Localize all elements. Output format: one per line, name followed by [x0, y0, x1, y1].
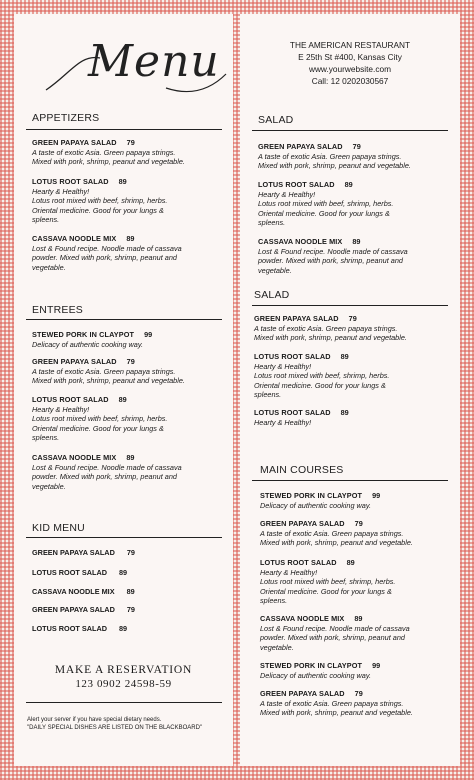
kid-menu-item	[32, 568, 127, 577]
item-description: Lost & Found recipe. Noodle made of cassava	[258, 246, 408, 256]
item-description: vegetable.	[32, 262, 66, 272]
item-price: 89	[346, 558, 355, 567]
section-divider	[252, 305, 448, 306]
menu-item	[32, 138, 185, 167]
item-description: A taste of exotic Asia. Green papaya strings.	[32, 366, 176, 376]
item-description: A taste of exotic Asia. Green papaya strings.	[260, 528, 404, 538]
item-description: Oriental medicine. Good for your lungs &	[32, 205, 164, 215]
item-name: GREEN PAPAYA SALAD	[254, 314, 339, 323]
menu-item	[32, 357, 185, 386]
item-price: 89	[354, 614, 363, 623]
item-description: powder. Mixed with pork, shrimp, peanut and	[32, 253, 177, 263]
section-divider	[26, 537, 222, 538]
item-name: CASSAVA NOODLE MIX	[32, 234, 117, 243]
section-divider	[252, 130, 448, 131]
item-description: Mixed with pork, shrimp, peanut and vegetable.	[254, 333, 407, 343]
section-divider	[26, 129, 222, 130]
item-name: STEWED PORK IN CLAYPOT	[32, 330, 135, 339]
menu-item	[260, 689, 413, 718]
item-price: 99	[144, 330, 153, 339]
restaurant-website: www.yourwebsite.com	[308, 64, 392, 74]
restaurant-address: E 25th St #400, Kansas City	[298, 52, 402, 62]
restaurant-name: THE AMERICAN RESTAURANT	[289, 40, 411, 50]
menu-item	[254, 352, 389, 400]
menu-item	[258, 180, 393, 228]
item-name: CASSAVA NOODLE MIX	[260, 614, 345, 623]
item-description: A taste of exotic Asia. Green papaya strings.	[258, 151, 402, 161]
item-description: Lost & Found recipe. Noodle made of cassava	[32, 462, 182, 472]
item-description: Mixed with pork, shrimp, peanut and vegetable.	[32, 157, 185, 167]
item-description: spleens.	[260, 596, 288, 606]
item-description: Oriental medicine. Good for your lungs &	[254, 380, 386, 390]
item-description: powder. Mixed with pork, shrimp, peanut and	[258, 256, 403, 266]
kid-menu-item	[32, 587, 135, 596]
item-price: 79	[126, 357, 135, 366]
item-description: Oriental medicine. Good for your lungs &	[258, 208, 390, 218]
menu-item	[258, 142, 411, 171]
item-name: LOTUS ROOT SALAD	[254, 408, 331, 417]
item-description: A taste of exotic Asia. Green papaya strings.	[32, 147, 176, 157]
item-description: Hearty & Healthy!	[254, 361, 312, 371]
section-divider	[26, 702, 222, 703]
section-title-salad: SALAD	[258, 114, 294, 126]
menu-item	[254, 314, 407, 343]
menu-item	[260, 519, 413, 548]
section-title-main-courses: MAIN COURSES	[260, 464, 344, 476]
item-price: 89	[126, 234, 135, 243]
item-price: 99	[372, 491, 381, 500]
item-name: LOTUS ROOT SALAD	[32, 568, 107, 577]
item-name: GREEN PAPAYA SALAD	[32, 357, 117, 366]
item-description: A taste of exotic Asia. Green papaya strings.	[254, 323, 398, 333]
menu-item	[32, 234, 182, 272]
item-description: Mixed with pork, shrimp, peanut and vegetable.	[32, 376, 185, 386]
item-description: Lotus root mixed with beef, shrimp, herbs.	[32, 196, 168, 206]
reservation-title: MAKE A RESERVATION	[54, 664, 193, 676]
item-description: spleens.	[32, 433, 60, 443]
item-price: 89	[119, 624, 128, 633]
item-price: 89	[352, 237, 361, 246]
item-description: Mixed with pork, shrimp, peanut and vegetable.	[260, 708, 413, 718]
menu-item	[254, 408, 349, 427]
item-price: 89	[118, 177, 127, 186]
item-description: Lotus root mixed with beef, shrimp, herbs.	[258, 199, 394, 209]
item-description: Hearty & Healthy!	[32, 186, 90, 196]
menu-item	[260, 491, 380, 510]
item-price: 79	[354, 519, 363, 528]
menu-item	[258, 237, 408, 275]
item-price: 89	[340, 352, 349, 361]
kid-menu-item	[32, 605, 135, 614]
item-name: CASSAVA NOODLE MIX	[32, 453, 117, 462]
item-name: LOTUS ROOT SALAD	[254, 352, 331, 361]
item-description: Delicacy of authentic cooking way.	[260, 500, 371, 510]
item-description: vegetable.	[32, 481, 66, 491]
item-name: CASSAVA NOODLE MIX	[32, 587, 115, 596]
item-price: 79	[348, 314, 357, 323]
item-name: GREEN PAPAYA SALAD	[32, 548, 115, 557]
item-price: 89	[126, 453, 135, 462]
item-name: LOTUS ROOT SALAD	[32, 177, 109, 186]
item-description: powder. Mixed with pork, shrimp, peanut and	[32, 472, 177, 482]
restaurant-phone: Call: 12 0202030567	[311, 76, 389, 86]
item-price: 89	[344, 180, 353, 189]
item-price: 89	[119, 568, 128, 577]
item-description: spleens.	[32, 215, 60, 225]
item-description: Lost & Found recipe. Noodle made of cassava	[260, 623, 410, 633]
item-price: 79	[354, 689, 363, 698]
item-description: A taste of exotic Asia. Green papaya strings.	[260, 698, 404, 708]
item-name: STEWED PORK IN CLAYPOT	[260, 661, 363, 670]
menu-item	[260, 661, 380, 680]
item-name: GREEN PAPAYA SALAD	[260, 689, 345, 698]
item-price: 89	[340, 408, 349, 417]
section-title-entrees: ENTREES	[32, 304, 83, 316]
right-panel	[240, 14, 460, 766]
item-description: powder. Mixed with pork, shrimp, peanut and	[260, 633, 405, 643]
item-description: Oriental medicine. Good for your lungs &	[32, 423, 164, 433]
section-divider	[252, 480, 448, 481]
menu-item	[32, 330, 152, 349]
item-description: Lotus root mixed with beef, shrimp, herbs.	[260, 577, 396, 587]
section-divider	[26, 319, 222, 320]
item-description: vegetable.	[260, 642, 294, 652]
item-name: LOTUS ROOT SALAD	[32, 624, 107, 633]
item-name: LOTUS ROOT SALAD	[258, 180, 335, 189]
section-title-appetizers: APPETIZERS	[32, 112, 100, 124]
item-price: 79	[126, 605, 135, 614]
menu-item	[32, 395, 167, 443]
item-price: 79	[352, 142, 361, 151]
item-price: 79	[126, 548, 135, 557]
item-name: LOTUS ROOT SALAD	[260, 558, 337, 567]
item-price: 99	[372, 661, 381, 670]
kid-menu-item	[32, 624, 127, 633]
item-description: Hearty & Healthy!	[258, 189, 316, 199]
item-name: GREEN PAPAYA SALAD	[258, 142, 343, 151]
menu-item	[32, 453, 182, 491]
left-panel	[14, 14, 233, 766]
item-name: GREEN PAPAYA SALAD	[32, 605, 115, 614]
item-name: LOTUS ROOT SALAD	[32, 395, 109, 404]
item-description: Hearty & Healthy!	[260, 567, 318, 577]
item-description: Mixed with pork, shrimp, peanut and vegetable.	[258, 161, 411, 171]
blackboard-note: "DAILY SPECIAL DISHES ARE LISTED ON THE BLACKBOARD"	[27, 725, 203, 731]
item-price: 79	[126, 138, 135, 147]
item-price: 89	[118, 395, 127, 404]
section-title-salad: SALAD	[254, 289, 290, 301]
dietary-note: Alert your server if you have special dietary needs.	[27, 717, 162, 723]
item-name: CASSAVA NOODLE MIX	[258, 237, 343, 246]
item-description: spleens.	[254, 390, 282, 400]
menu-item	[32, 177, 167, 225]
item-name: GREEN PAPAYA SALAD	[260, 519, 345, 528]
menu-item	[260, 614, 410, 652]
section-title-kid-menu: KID MENU	[32, 522, 85, 534]
item-name: STEWED PORK IN CLAYPOT	[260, 491, 363, 500]
menu-logo: Menu	[88, 36, 220, 87]
item-name: GREEN PAPAYA SALAD	[32, 138, 117, 147]
item-description: Delicacy of authentic cooking way.	[32, 339, 143, 349]
item-description: spleens.	[258, 218, 286, 228]
item-description: Lost & Found recipe. Noodle made of cassava	[32, 243, 182, 253]
menu-item	[260, 558, 395, 606]
item-description: Oriental medicine. Good for your lungs &	[260, 586, 392, 596]
reservation-phone: 123 0902 24598-59	[75, 678, 172, 690]
item-description: Hearty & Healthy!	[254, 417, 312, 427]
item-description: Mixed with pork, shrimp, peanut and vegetable.	[260, 538, 413, 548]
item-price: 89	[126, 587, 135, 596]
item-description: vegetable.	[258, 265, 292, 275]
kid-menu-item	[32, 548, 135, 557]
item-description: Lotus root mixed with beef, shrimp, herbs.	[32, 414, 168, 424]
item-description: Hearty & Healthy!	[32, 404, 90, 414]
item-description: Delicacy of authentic cooking way.	[260, 670, 371, 680]
item-description: Lotus root mixed with beef, shrimp, herbs.	[254, 371, 390, 381]
